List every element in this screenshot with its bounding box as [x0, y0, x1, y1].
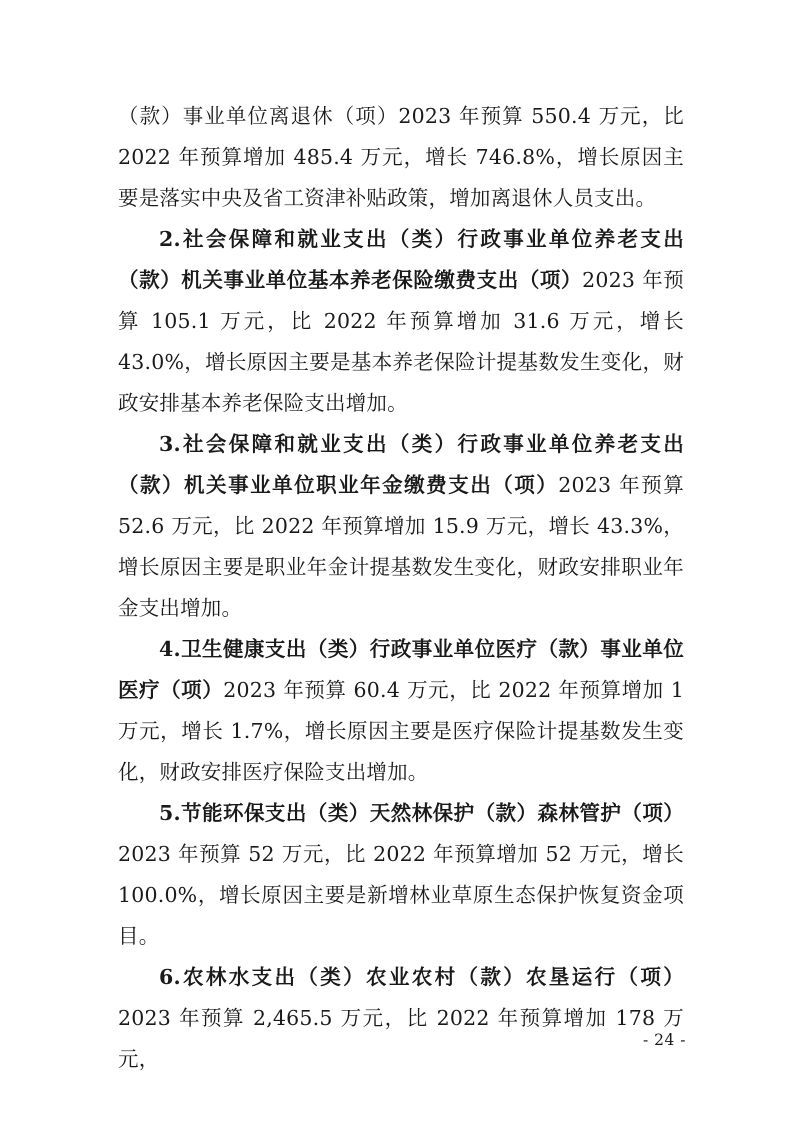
paragraph-1-text: （款）事业单位离退休（项）2023 年预算 550.4 万元，比 2022 年预算增加 485.4 万元，增长 746.8%，增长原因主要是落实中央及省工资津补贴政策，增加离退休人员支出。	[118, 104, 684, 210]
paragraph-3-text: 2023 年预算 52.6 万元，比 2022 年预算增加 15.9 万元，增长 43.3%，增长原因主要是职业年金计提基数发生变化，财政安排职业年金支出增加。	[118, 473, 684, 620]
page-number: - 24 -	[642, 1031, 686, 1049]
paragraph-2	[118, 219, 684, 424]
paragraph-6	[118, 957, 684, 1080]
paragraph-5	[118, 793, 684, 957]
paragraph-6-lead: 6.农林水支出（类）农业农村（款）农垦运行（项）	[159, 965, 684, 989]
document-body	[118, 96, 684, 1080]
paragraph-1	[118, 96, 684, 219]
paragraph-4-text: 2023 年预算 60.4 万元，比 2022 年预算增加 1 万元，增长 1.7%，增长原因主要是医疗保险计提基数发生变化，财政安排医疗保险支出增加。	[118, 678, 685, 784]
paragraph-3	[118, 424, 684, 629]
paragraph-3-lead: 3.社会保障和就业支出（类）行政事业单位养老支出（款）机关事业单位职业年金缴费支出（项）	[118, 432, 684, 497]
paragraph-5-text: 2023 年预算 52 万元，比 2022 年预算增加 52 万元，增长 100.0%，增长原因主要是新增林业草原生态保护恢复资金项目。	[118, 842, 684, 948]
paragraph-4	[118, 629, 684, 793]
paragraph-5-lead: 5.节能环保支出（类）天然林保护（款）森林管护（项）	[159, 801, 684, 825]
paragraph-2-text: 2023 年预算 105.1 万元，比 2022 年预算增加 31.6 万元，增长 43.0%，增长原因主要是基本养老保险计提基数发生变化，财政安排基本养老保险支出增加。	[118, 268, 684, 415]
paragraph-4-lead: 4.卫生健康支出（类）行政事业单位医疗（款）事业单位医疗（项）	[118, 637, 684, 702]
paragraph-6-text: 2023 年预算 2,465.5 万元，比 2022 年预算增加 178 万元，	[118, 1006, 684, 1071]
paragraph-2-lead: 2.社会保障和就业支出（类）行政事业单位养老支出（款）机关事业单位基本养老保险缴费支出（项）	[118, 227, 684, 292]
